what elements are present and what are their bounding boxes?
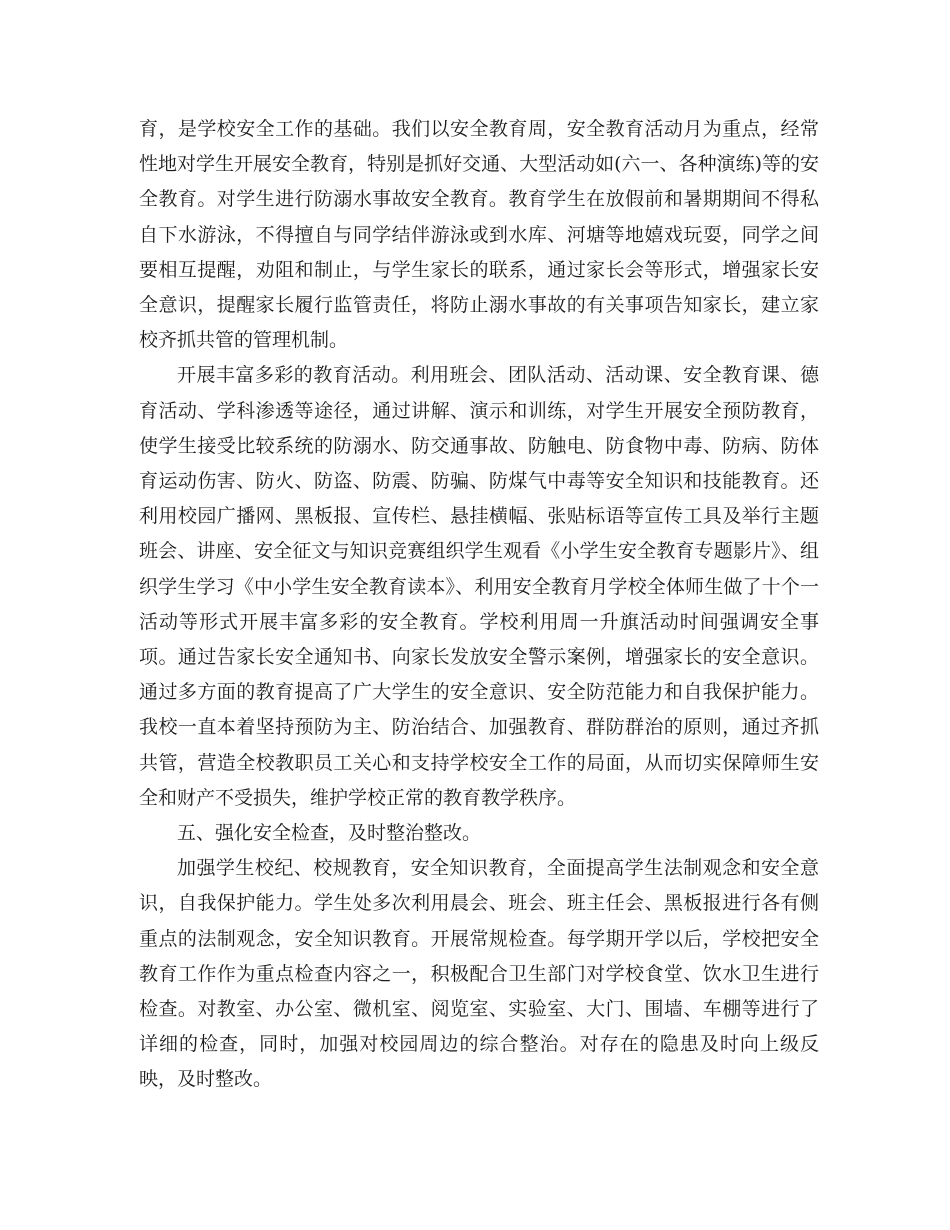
paragraph-safety-inspection: 加强学生校纪、校规教育，安全知识教育，全面提高学生法制观念和安全意识，自我保护能力。学生处多次利用晨会、班会、班主任会、黑板报进行各有侧重点的法制观念，安全知识教育。开展常规检查。每学期开学以后，学校把安全教育工作作为重点检查内容之一，积极配合卫生部门对学校食堂、饮水卫生进行检查。对教室、办公室、微机室、阅览室、实验室、大门、围墙、车棚等进行了详细的检查，同时，加强对校园周边的综合整治。对存在的隐患及时向上级反映，及时整改。 [139, 857, 819, 1091]
paragraph-education-activities: 开展丰富多彩的教育活动。利用班会、团队活动、活动课、安全教育课、德育活动、学科渗透等途径，通过讲解、演示和训练，对学生开展安全预防教育，使学生接受比较系统的防溺水、防交通事故、防触电、防食物中毒、防病、防体育运动伤害、防火、防盗、防震、防骗、防煤气中毒等安全知识和技能教育。还利用校园广播网、黑板报、宣传栏、悬挂横幅、张贴标语等宣传工具及举行主题班会、讲座、安全征文与知识竞赛组织学生观看《小学生安全教育专题影片》、组织学生学习《中小学生安全教育读本》、利用安全教育月学校全体师生做了十个一活动等形式开展丰富多彩的安全教育。学校利用周一升旗活动时间强调安全事项。通过告家长安全通知书、向家长发放安全警示案例，增强家长的安全意识。通过多方面的教育提高了广大学生的安全意识、安全防范能力和自我保护能力。我校一直本着坚持预防为主、防治结合、加强教育、群防群治的原则，通过齐抓共管，营造全校教职员工关心和支持学校安全工作的局面，从而切实保障师生安全和财产不受损失，维护学校正常的教育教学秩序。 [139, 364, 819, 809]
document-body [139, 112, 819, 1098]
paragraph-continued: 育，是学校安全工作的基础。我们以安全教育周，安全教育活动月为重点，经常性地对学生开展安全教育，特别是抓好交通、大型活动如(六一、各种演练)等的安全教育。对学生进行防溺水事故安全教育。教育学生在放假前和暑期期间不得私自下水游泳，不得擅自与同学结伴游泳或到水库、河塘等地嬉戏玩耍，同学之间要相互提醒，劝阻和制止，与学生家长的联系，通过家长会等形式，增强家长安全意识，提醒家长履行监管责任，将防止溺水事故的有关事项告知家长，建立家校齐抓共管的管理机制。 [139, 118, 819, 352]
section-heading: 五、强化安全检查，及时整治整改。 [177, 822, 482, 845]
